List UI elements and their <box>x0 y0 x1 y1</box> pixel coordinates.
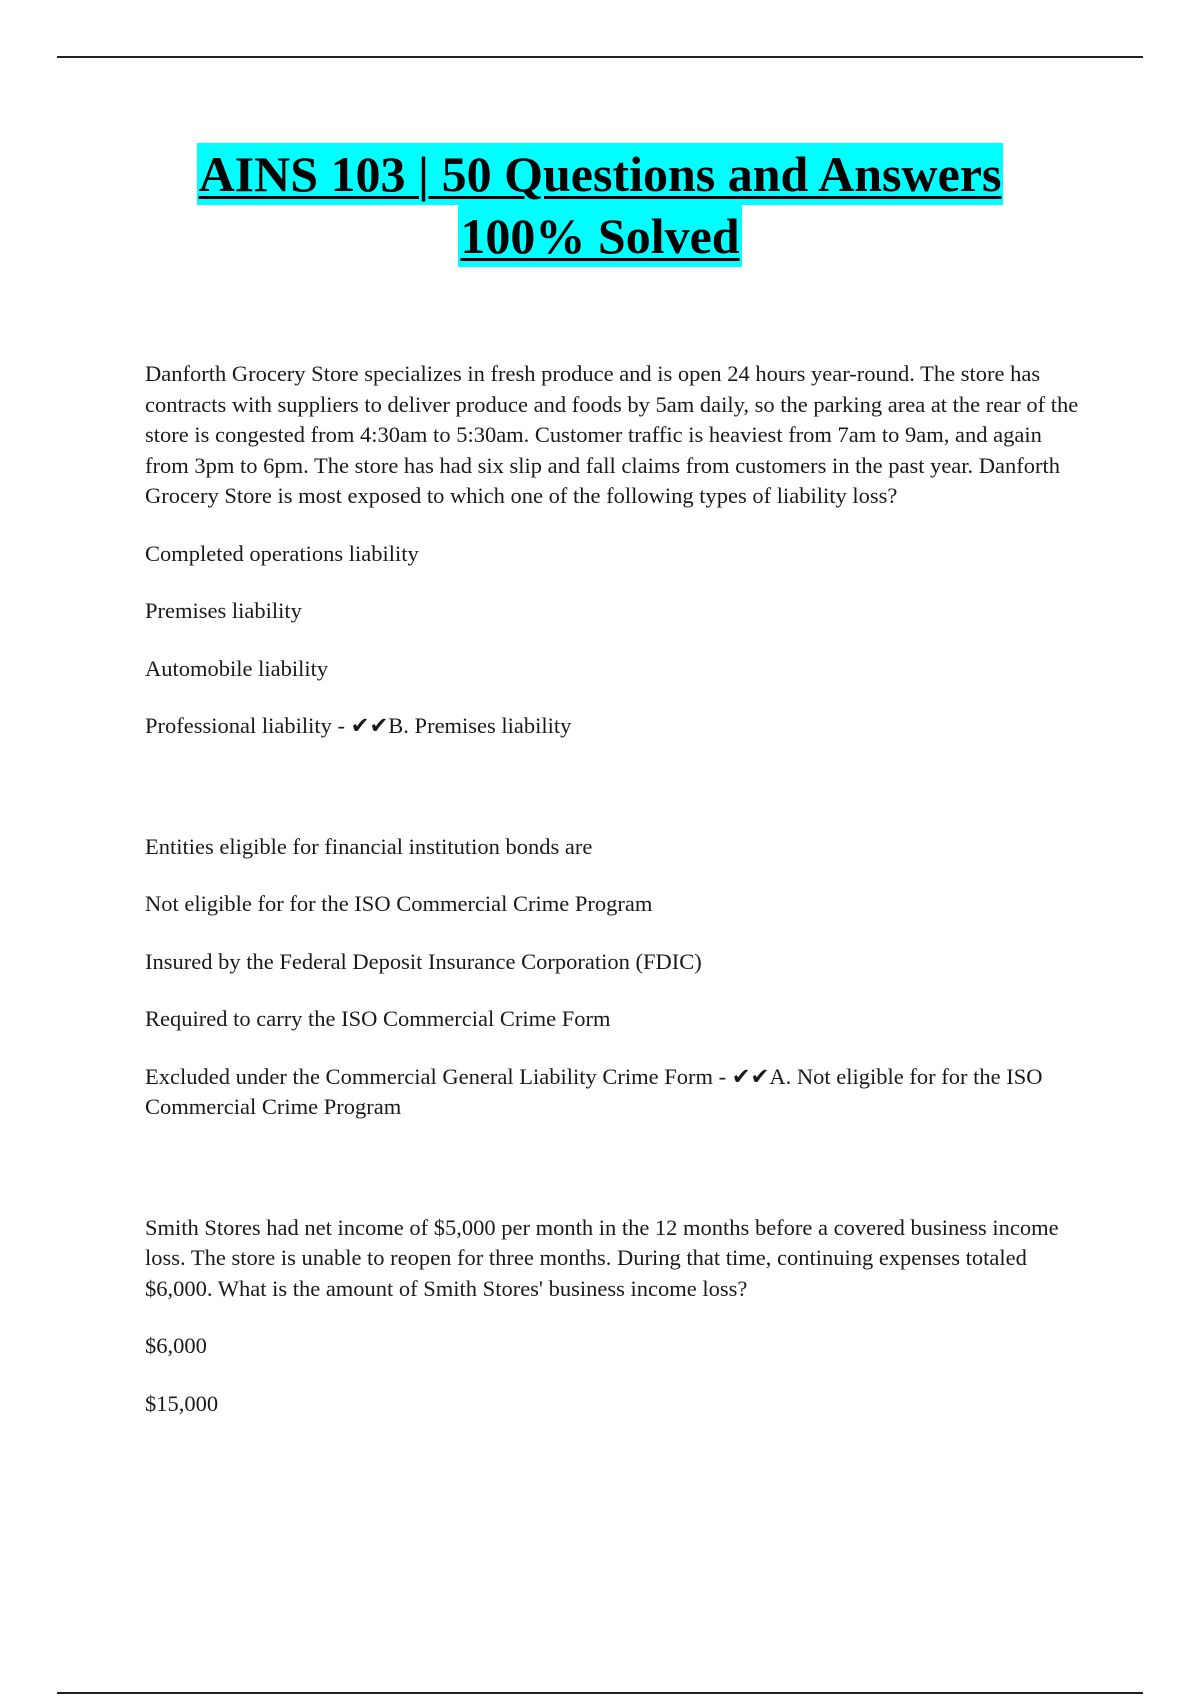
question-list <box>145 359 1090 1419</box>
answer-option-with-solution: Professional liability - ✔✔B. Premises liability <box>145 713 572 738</box>
answer-option: Automobile liability <box>145 655 329 681</box>
document-title <box>0 143 1200 267</box>
question-block <box>145 1213 1090 1420</box>
question-text: Smith Stores had net income of $5,000 per month in the 12 months before a covered business income loss. The store is unable to reopen for three months. During that time, continuing expenses totaled $6,000. What is the amount of Smith Stores' business income loss? <box>145 1214 1059 1301</box>
header-rule <box>57 56 1143 58</box>
answer-option: $15,000 <box>145 1390 219 1416</box>
question-block <box>145 832 1090 1123</box>
question-text: Danforth Grocery Store specializes in fresh produce and is open 24 hours year-round. The store has contracts with suppliers to deliver produce and foods by 5am daily, so the parking area at the rear of the store is congested from 4:30am to 5:30am. Customer traffic is heaviest from 7am to 9am, and again from 3pm to 6pm. The store has had six slip and fall claims from customers in the past year. Danforth Grocery Store is most exposed to which one of the following types of liability loss? <box>145 361 1079 508</box>
question-text: Entities eligible for financial institution bonds are <box>145 833 593 859</box>
answer-option: Required to carry the ISO Commercial Crime Form <box>145 1006 611 1031</box>
question-block <box>145 359 1090 742</box>
answer-option: $6,000 <box>145 1333 207 1358</box>
title-line-1: AINS 103 | 50 Questions and Answers <box>197 143 1004 205</box>
answer-option: Completed operations liability <box>145 540 419 566</box>
title-line-2: 100% Solved <box>458 205 741 267</box>
answer-option: Premises liability <box>145 598 302 623</box>
answer-option-with-solution: Excluded under the Commercial General Liability Crime Form - ✔✔A. Not eligible for for the ISO Commercial Crime Program <box>145 1063 1043 1119</box>
footer-rule <box>57 1692 1143 1694</box>
answer-option: Insured by the Federal Deposit Insurance Corporation (FDIC) <box>145 948 702 974</box>
answer-option: Not eligible for for the ISO Commercial Crime Program <box>145 891 653 916</box>
